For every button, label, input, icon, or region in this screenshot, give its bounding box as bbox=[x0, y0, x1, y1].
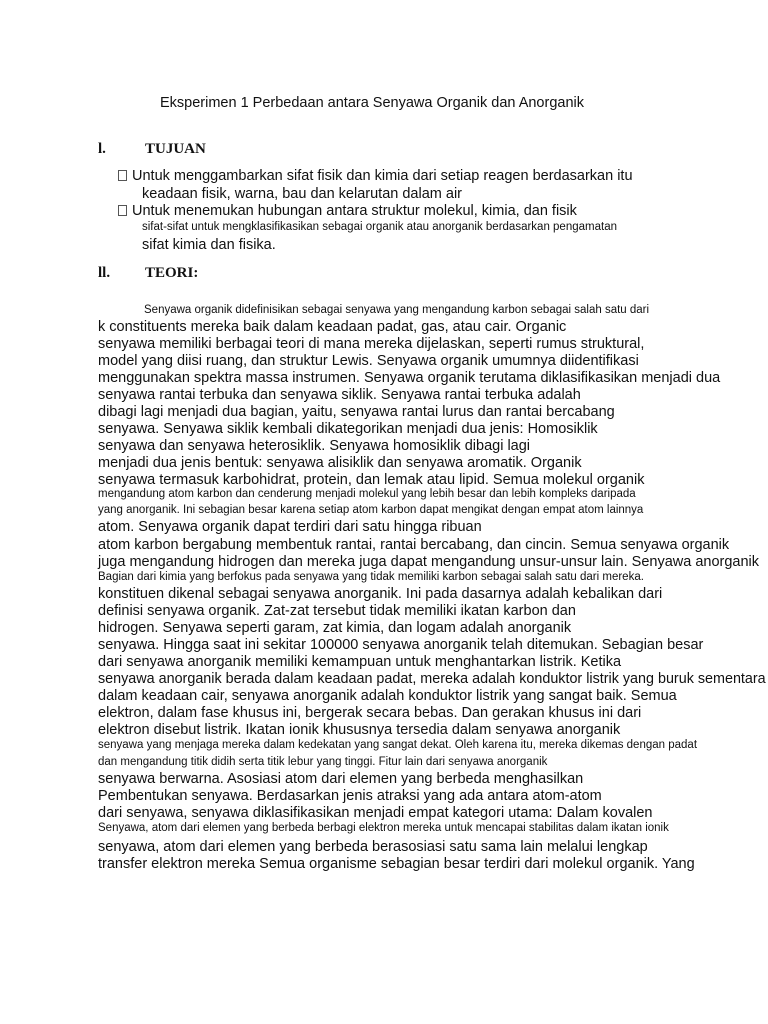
bullet-continuation: sifat-sifat untuk mengklasifikasikan sebagai organik atau anorganik berdasarkan pengamatan bbox=[142, 221, 617, 233]
bullet-continuation: sifat kimia dan fisika. bbox=[142, 237, 276, 253]
paragraph-line: atom karbon bergabung membentuk rantai, rantai bercabang, dan cincin. Semua senyawa organik bbox=[98, 537, 730, 553]
bullet-icon bbox=[118, 170, 127, 181]
bullet-continuation: keadaan fisik, warna, bau dan kelarutan dalam air bbox=[142, 186, 462, 202]
paragraph-line: dari senyawa anorganik memiliki kemampuan untuk menghantarkan listrik. Ketika bbox=[98, 654, 622, 670]
paragraph-line: senyawa dan senyawa heterosiklik. Senyawa homosiklik dibagi lagi bbox=[98, 438, 531, 454]
paragraph-line: dalam keadaan cair, senyawa anorganik adalah konduktor listrik yang sangat baik. Semua bbox=[98, 688, 677, 704]
paragraph-line: Pembentukan senyawa. Berdasarkan jenis atraksi yang ada antara atom-atom bbox=[98, 788, 602, 804]
section-number: ll. bbox=[98, 265, 111, 281]
document-title: Eksperimen 1 Perbedaan antara Senyawa Organik dan Anorganik bbox=[160, 95, 584, 111]
bullet-text: Untuk menggambarkan sifat fisik dan kimia dari setiap reagen berdasarkan itu bbox=[132, 168, 633, 184]
bullet-item-1 bbox=[118, 168, 633, 184]
paragraph-line: senyawa termasuk karbohidrat, protein, dan lemak atau lipid. Semua molekul organik bbox=[98, 472, 645, 488]
paragraph-line: juga mengandung hidrogen dan mereka juga dapat mengandung unsur-unsur lain. Senyawa anorganik bbox=[98, 554, 760, 570]
paragraph-line: atom. Senyawa organik dapat terdiri dari satu hingga ribuan bbox=[98, 519, 482, 535]
paragraph-line: dibagi lagi menjadi dua bagian, yaitu, senyawa rantai lurus dan rantai bercabang bbox=[98, 404, 615, 420]
paragraph-line: model yang diisi ruang, dan struktur Lewis. Senyawa organik umumnya diidentifikasi bbox=[98, 353, 639, 369]
paragraph-line: yang anorganik. Ini sebagian besar karena setiap atom karbon dapat mengikat dengan empat atom lainnya bbox=[98, 504, 644, 516]
paragraph-line: senyawa. Senyawa siklik kembali dikategorikan menjadi dua jenis: Homosiklik bbox=[98, 421, 598, 437]
section-title: TEORI: bbox=[145, 265, 199, 281]
paragraph-line: Senyawa organik didefinisikan sebagai senyawa yang mengandung karbon sebagai salah satu dari bbox=[144, 304, 650, 316]
paragraph-line: hidrogen. Senyawa seperti garam, zat kimia, dan logam adalah anorganik bbox=[98, 620, 572, 636]
paragraph-line: definisi senyawa organik. Zat-zat tersebut tidak memiliki ikatan karbon dan bbox=[98, 603, 576, 619]
section-title: TUJUAN bbox=[145, 141, 206, 157]
paragraph-line: menggunakan spektra massa instrumen. Senyawa organik terutama diklasifikasikan menjadi dua bbox=[98, 370, 721, 386]
paragraph-line: menjadi dua jenis bentuk: senyawa alisiklik dan senyawa aromatik. Organik bbox=[98, 455, 582, 471]
paragraph-line: mengandung atom karbon dan cenderung menjadi molekul yang lebih besar dan lebih kompleks daripada bbox=[98, 488, 636, 500]
paragraph-line: senyawa yang menjaga mereka dalam kedekatan yang sangat dekat. Oleh karena itu, mereka dikemas dengan padat bbox=[98, 739, 698, 751]
bullet-text: Untuk menemukan hubungan antara struktur molekul, kimia, dan fisik bbox=[132, 203, 577, 219]
paragraph-line: elektron disebut listrik. Ikatan ionik khususnya tersedia dalam senyawa anorganik bbox=[98, 722, 621, 738]
paragraph-line: senyawa anorganik berada dalam keadaan padat, mereka adalah konduktor listrik yang buruk sementara bbox=[98, 671, 766, 687]
paragraph-line: k constituents mereka baik dalam keadaan padat, gas, atau cair. Organic bbox=[98, 319, 567, 335]
paragraph-line: transfer elektron mereka Semua organisme sebagian besar terdiri dari molekul organik. Yang bbox=[98, 856, 695, 872]
paragraph-line: Senyawa, atom dari elemen yang berbeda berbagi elektron mereka untuk mencapai stabilitas dalam ikatan ionik bbox=[98, 822, 669, 834]
section-number: l. bbox=[98, 141, 106, 157]
paragraph-line: konstituen dikenal sebagai senyawa anorganik. Ini pada dasarnya adalah kebalikan dari bbox=[98, 586, 663, 602]
paragraph-line: elektron, dalam fase khusus ini, bergerak secara bebas. Dan gerakan khusus ini dari bbox=[98, 705, 642, 721]
paragraph-line: senyawa berwarna. Asosiasi atom dari elemen yang berbeda menghasilkan bbox=[98, 771, 584, 787]
paragraph-line: dari senyawa, senyawa diklasifikasikan menjadi empat kategori utama: Dalam kovalen bbox=[98, 805, 653, 821]
paragraph-line: senyawa, atom dari elemen yang berbeda berasosiasi satu sama lain melalui lengkap bbox=[98, 839, 648, 855]
paragraph-line: Bagian dari kimia yang berfokus pada senyawa yang tidak memiliki karbon sebagai salah satu dari mereka. bbox=[98, 571, 644, 583]
paragraph-line: dan mengandung titik didih serta titik lebur yang tinggi. Fitur lain dari senyawa anorganik bbox=[98, 756, 548, 768]
bullet-icon bbox=[118, 205, 127, 216]
paragraph-line: senyawa. Hingga saat ini sekitar 100000 senyawa anorganik telah ditemukan. Sebagian besar bbox=[98, 637, 704, 653]
paragraph-line: senyawa memiliki berbagai teori di mana mereka dijelaskan, seperti rumus struktural, bbox=[98, 336, 645, 352]
paragraph-line: senyawa rantai terbuka dan senyawa siklik. Senyawa rantai terbuka adalah bbox=[98, 387, 581, 403]
bullet-item-2 bbox=[118, 203, 577, 219]
